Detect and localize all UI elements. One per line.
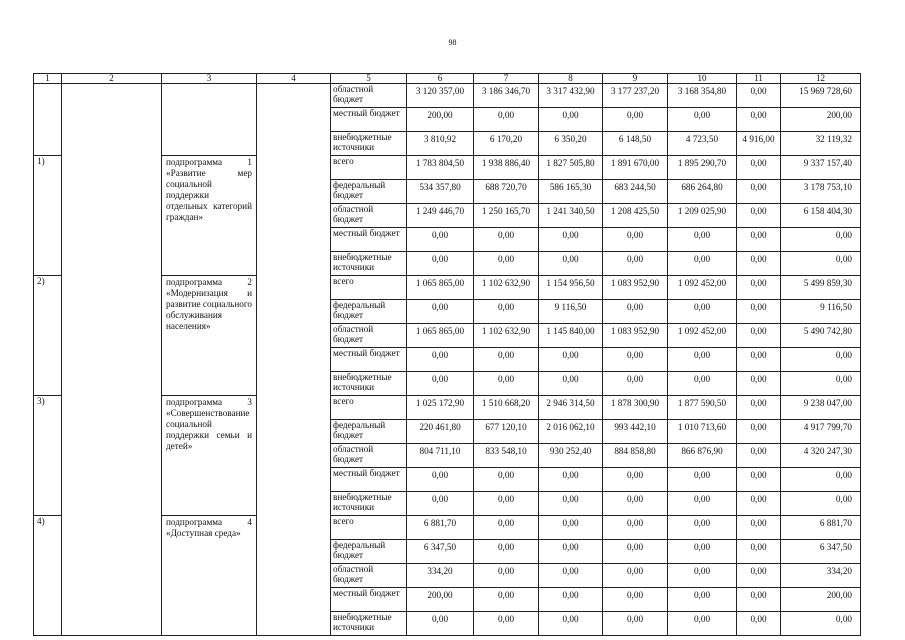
- amount-cell: 1 938 886,40: [474, 156, 539, 180]
- amount-cell: 1 154 956,50: [539, 276, 603, 300]
- total-amount: 9 116,50: [781, 300, 861, 324]
- amount-cell: 4 916,00: [737, 132, 781, 156]
- amount-cell: 0,00: [603, 372, 668, 396]
- amount-cell: 0,00: [668, 540, 737, 564]
- subprogram-name: подпрограмма 4 «Доступная среда»: [162, 516, 257, 636]
- amount-cell: 0,00: [474, 492, 539, 516]
- amount-cell: 0,00: [668, 516, 737, 540]
- total-amount: 0,00: [781, 252, 861, 276]
- amount-cell: 0,00: [737, 492, 781, 516]
- amount-cell: 1 025 172,90: [407, 396, 474, 420]
- table-row: [34, 84, 861, 108]
- amount-cell: 0,00: [474, 516, 539, 540]
- subprogram-index: 4): [34, 516, 62, 636]
- amount-cell: 4 723,50: [668, 132, 737, 156]
- funding-source: внебюджетные источники: [331, 132, 407, 156]
- amount-cell: 0,00: [603, 540, 668, 564]
- amount-cell: 200,00: [407, 588, 474, 612]
- amount-cell: 0,00: [668, 588, 737, 612]
- funding-source: внебюджетные источники: [331, 252, 407, 276]
- amount-cell: 0,00: [737, 84, 781, 108]
- funding-source: федеральный бюджет: [331, 300, 407, 324]
- amount-cell: 0,00: [668, 372, 737, 396]
- subprogram-index: 3): [34, 396, 62, 516]
- total-amount: 0,00: [781, 348, 861, 372]
- amount-cell: 0,00: [668, 492, 737, 516]
- amount-cell: 0,00: [737, 588, 781, 612]
- amount-cell: 0,00: [474, 588, 539, 612]
- subprogram-name: подпрограмма 2 «Модернизация и развитие социального обслуживания населения»: [162, 276, 257, 396]
- funding-source: областной бюджет: [331, 84, 407, 108]
- amount-cell: 220 461,80: [407, 420, 474, 444]
- funding-source: местный бюджет: [331, 228, 407, 252]
- funding-source: местный бюджет: [331, 468, 407, 492]
- total-amount: 200,00: [781, 588, 861, 612]
- amount-cell: 586 165,30: [539, 180, 603, 204]
- total-amount: 0,00: [781, 468, 861, 492]
- amount-cell: 1 249 446,70: [407, 204, 474, 228]
- amount-cell: 0,00: [474, 300, 539, 324]
- amount-cell: 1 092 452,00: [668, 276, 737, 300]
- amount-cell: 1 827 505,80: [539, 156, 603, 180]
- funding-source: внебюджетные источники: [331, 492, 407, 516]
- amount-cell: 833 548,10: [474, 444, 539, 468]
- funding-source: всего: [331, 276, 407, 300]
- funding-source: всего: [331, 516, 407, 540]
- amount-cell: 0,00: [474, 252, 539, 276]
- total-amount: 15 969 728,60: [781, 84, 861, 108]
- amount-cell: 0,00: [407, 348, 474, 372]
- amount-cell: 1 083 952,90: [603, 276, 668, 300]
- amount-cell: 0,00: [603, 348, 668, 372]
- amount-cell: 0,00: [737, 108, 781, 132]
- funding-source: областной бюджет: [331, 204, 407, 228]
- column-number: 8: [539, 74, 603, 84]
- amount-cell: 6 350,20: [539, 132, 603, 156]
- amount-cell: 6 148,50: [603, 132, 668, 156]
- amount-cell: 3 168 354,80: [668, 84, 737, 108]
- total-amount: 334,20: [781, 564, 861, 588]
- funding-source: областной бюджет: [331, 444, 407, 468]
- subprogram-index: [34, 84, 62, 156]
- amount-cell: 1 208 425,50: [603, 204, 668, 228]
- amount-cell: 6 170,20: [474, 132, 539, 156]
- amount-cell: 0,00: [737, 324, 781, 348]
- amount-cell: 0,00: [737, 420, 781, 444]
- amount-cell: 0,00: [539, 492, 603, 516]
- amount-cell: 1 241 340,50: [539, 204, 603, 228]
- amount-cell: 0,00: [668, 348, 737, 372]
- total-amount: 32 119,32: [781, 132, 861, 156]
- amount-cell: 0,00: [539, 588, 603, 612]
- amount-cell: 200,00: [407, 108, 474, 132]
- amount-cell: 0,00: [539, 516, 603, 540]
- amount-cell: 0,00: [539, 468, 603, 492]
- amount-cell: 0,00: [407, 612, 474, 636]
- amount-cell: 0,00: [737, 396, 781, 420]
- total-amount: 0,00: [781, 492, 861, 516]
- budget-table: [33, 73, 861, 636]
- amount-cell: 1 250 165,70: [474, 204, 539, 228]
- amount-cell: 0,00: [407, 372, 474, 396]
- column-number: 11: [737, 74, 781, 84]
- funding-source: внебюджетные источники: [331, 372, 407, 396]
- amount-cell: 804 711,10: [407, 444, 474, 468]
- amount-cell: 0,00: [737, 468, 781, 492]
- column-number: 10: [668, 74, 737, 84]
- amount-cell: 334,20: [407, 564, 474, 588]
- amount-cell: 0,00: [737, 180, 781, 204]
- funding-source: местный бюджет: [331, 348, 407, 372]
- amount-cell: 0,00: [737, 372, 781, 396]
- amount-cell: 0,00: [668, 252, 737, 276]
- column-number-row: [34, 74, 861, 84]
- amount-cell: 1 010 713,60: [668, 420, 737, 444]
- column-number: 2: [62, 74, 162, 84]
- amount-cell: 9 116,50: [539, 300, 603, 324]
- amount-cell: 1 878 300,90: [603, 396, 668, 420]
- column-number: 1: [34, 74, 62, 84]
- amount-cell: 0,00: [668, 612, 737, 636]
- funding-source: федеральный бюджет: [331, 420, 407, 444]
- amount-cell: 3 177 237,20: [603, 84, 668, 108]
- amount-cell: 6 347,50: [407, 540, 474, 564]
- amount-cell: 0,00: [539, 564, 603, 588]
- column-number: 12: [781, 74, 861, 84]
- amount-cell: 0,00: [737, 156, 781, 180]
- amount-cell: 0,00: [668, 300, 737, 324]
- amount-cell: 0,00: [737, 204, 781, 228]
- amount-cell: 0,00: [474, 372, 539, 396]
- amount-cell: 0,00: [603, 564, 668, 588]
- amount-cell: 0,00: [737, 276, 781, 300]
- amount-cell: 3 186 346,70: [474, 84, 539, 108]
- total-amount: 200,00: [781, 108, 861, 132]
- amount-cell: 6 881,70: [407, 516, 474, 540]
- amount-cell: 0,00: [539, 108, 603, 132]
- subprogram-index: 1): [34, 156, 62, 276]
- responsible-executor-cell: [62, 84, 162, 636]
- funding-source: местный бюджет: [331, 108, 407, 132]
- amount-cell: 1 209 025,90: [668, 204, 737, 228]
- amount-cell: 0,00: [407, 228, 474, 252]
- total-amount: 5 490 742,80: [781, 324, 861, 348]
- funding-source: областной бюджет: [331, 324, 407, 348]
- total-amount: 6 347,50: [781, 540, 861, 564]
- amount-cell: 0,00: [603, 516, 668, 540]
- total-amount: 4 917 799,70: [781, 420, 861, 444]
- amount-cell: 0,00: [539, 228, 603, 252]
- total-amount: 9 238 047,00: [781, 396, 861, 420]
- total-amount: 0,00: [781, 612, 861, 636]
- amount-cell: 2 946 314,50: [539, 396, 603, 420]
- amount-cell: 993 442,10: [603, 420, 668, 444]
- amount-cell: 0,00: [737, 612, 781, 636]
- amount-cell: 686 264,80: [668, 180, 737, 204]
- amount-cell: 1 102 632,90: [474, 324, 539, 348]
- amount-cell: 3 810,92: [407, 132, 474, 156]
- amount-cell: 2 016 062,10: [539, 420, 603, 444]
- funding-source: местный бюджет: [331, 588, 407, 612]
- amount-cell: 0,00: [539, 372, 603, 396]
- total-amount: 0,00: [781, 228, 861, 252]
- amount-cell: 0,00: [474, 564, 539, 588]
- amount-cell: 0,00: [737, 540, 781, 564]
- amount-cell: 1 510 668,20: [474, 396, 539, 420]
- total-amount: 6 158 404,30: [781, 204, 861, 228]
- total-amount: 5 499 859,30: [781, 276, 861, 300]
- amount-cell: 0,00: [474, 540, 539, 564]
- total-amount: 3 178 753,10: [781, 180, 861, 204]
- amount-cell: 1 065 865,00: [407, 276, 474, 300]
- column-number: 4: [257, 74, 331, 84]
- amount-cell: 3 317 432,90: [539, 84, 603, 108]
- subprogram-index: 2): [34, 276, 62, 396]
- amount-cell: 0,00: [407, 468, 474, 492]
- total-amount: 9 337 157,40: [781, 156, 861, 180]
- column-number: 7: [474, 74, 539, 84]
- participant-cell: [257, 84, 331, 636]
- amount-cell: 0,00: [474, 468, 539, 492]
- amount-cell: 1 877 590,50: [668, 396, 737, 420]
- amount-cell: 683 244,50: [603, 180, 668, 204]
- column-number: 3: [162, 74, 257, 84]
- amount-cell: 0,00: [737, 564, 781, 588]
- amount-cell: 0,00: [474, 348, 539, 372]
- amount-cell: 1 102 632,90: [474, 276, 539, 300]
- amount-cell: 0,00: [737, 252, 781, 276]
- amount-cell: 0,00: [539, 348, 603, 372]
- amount-cell: 1 145 840,00: [539, 324, 603, 348]
- subprogram-name: [162, 84, 257, 156]
- amount-cell: 0,00: [668, 564, 737, 588]
- amount-cell: 0,00: [668, 108, 737, 132]
- total-amount: 4 320 247,30: [781, 444, 861, 468]
- amount-cell: 688 720,70: [474, 180, 539, 204]
- amount-cell: 0,00: [668, 468, 737, 492]
- funding-source: областной бюджет: [331, 564, 407, 588]
- amount-cell: 0,00: [737, 444, 781, 468]
- funding-source: всего: [331, 156, 407, 180]
- amount-cell: 0,00: [474, 612, 539, 636]
- subprogram-name: подпрограмма 3 «Совершенствование социальной поддержки семьи и детей»: [162, 396, 257, 516]
- amount-cell: 1 083 952,90: [603, 324, 668, 348]
- amount-cell: 0,00: [737, 300, 781, 324]
- amount-cell: 0,00: [603, 108, 668, 132]
- amount-cell: 1 065 865,00: [407, 324, 474, 348]
- amount-cell: 0,00: [603, 300, 668, 324]
- amount-cell: 1 895 290,70: [668, 156, 737, 180]
- amount-cell: 1 092 452,00: [668, 324, 737, 348]
- amount-cell: 534 357,80: [407, 180, 474, 204]
- amount-cell: 1 783 804,50: [407, 156, 474, 180]
- amount-cell: 884 858,80: [603, 444, 668, 468]
- funding-source: внебюджетные источники: [331, 612, 407, 636]
- funding-source: всего: [331, 396, 407, 420]
- amount-cell: 0,00: [737, 516, 781, 540]
- amount-cell: 0,00: [737, 228, 781, 252]
- amount-cell: 0,00: [407, 252, 474, 276]
- column-number: 9: [603, 74, 668, 84]
- amount-cell: 0,00: [407, 492, 474, 516]
- total-amount: 0,00: [781, 372, 861, 396]
- subprogram-name: подпрограмма 1 «Развитие мер социальной поддержки отдельных категорий граждан»: [162, 156, 257, 276]
- page-number: 98: [448, 38, 457, 47]
- amount-cell: 677 120,10: [474, 420, 539, 444]
- amount-cell: 0,00: [603, 612, 668, 636]
- amount-cell: 0,00: [668, 228, 737, 252]
- amount-cell: 0,00: [603, 228, 668, 252]
- amount-cell: 0,00: [603, 492, 668, 516]
- amount-cell: 0,00: [603, 588, 668, 612]
- amount-cell: 0,00: [474, 228, 539, 252]
- funding-source: федеральный бюджет: [331, 180, 407, 204]
- amount-cell: 930 252,40: [539, 444, 603, 468]
- total-amount: 6 881,70: [781, 516, 861, 540]
- amount-cell: 0,00: [603, 252, 668, 276]
- amount-cell: 3 120 357,00: [407, 84, 474, 108]
- amount-cell: 1 891 670,00: [603, 156, 668, 180]
- amount-cell: 0,00: [539, 540, 603, 564]
- amount-cell: 0,00: [539, 612, 603, 636]
- amount-cell: 866 876,90: [668, 444, 737, 468]
- amount-cell: 0,00: [603, 468, 668, 492]
- amount-cell: 0,00: [474, 108, 539, 132]
- amount-cell: 0,00: [539, 252, 603, 276]
- funding-source: федеральный бюджет: [331, 540, 407, 564]
- column-number: 5: [331, 74, 407, 84]
- column-number: 6: [407, 74, 474, 84]
- amount-cell: 0,00: [737, 348, 781, 372]
- amount-cell: 0,00: [407, 300, 474, 324]
